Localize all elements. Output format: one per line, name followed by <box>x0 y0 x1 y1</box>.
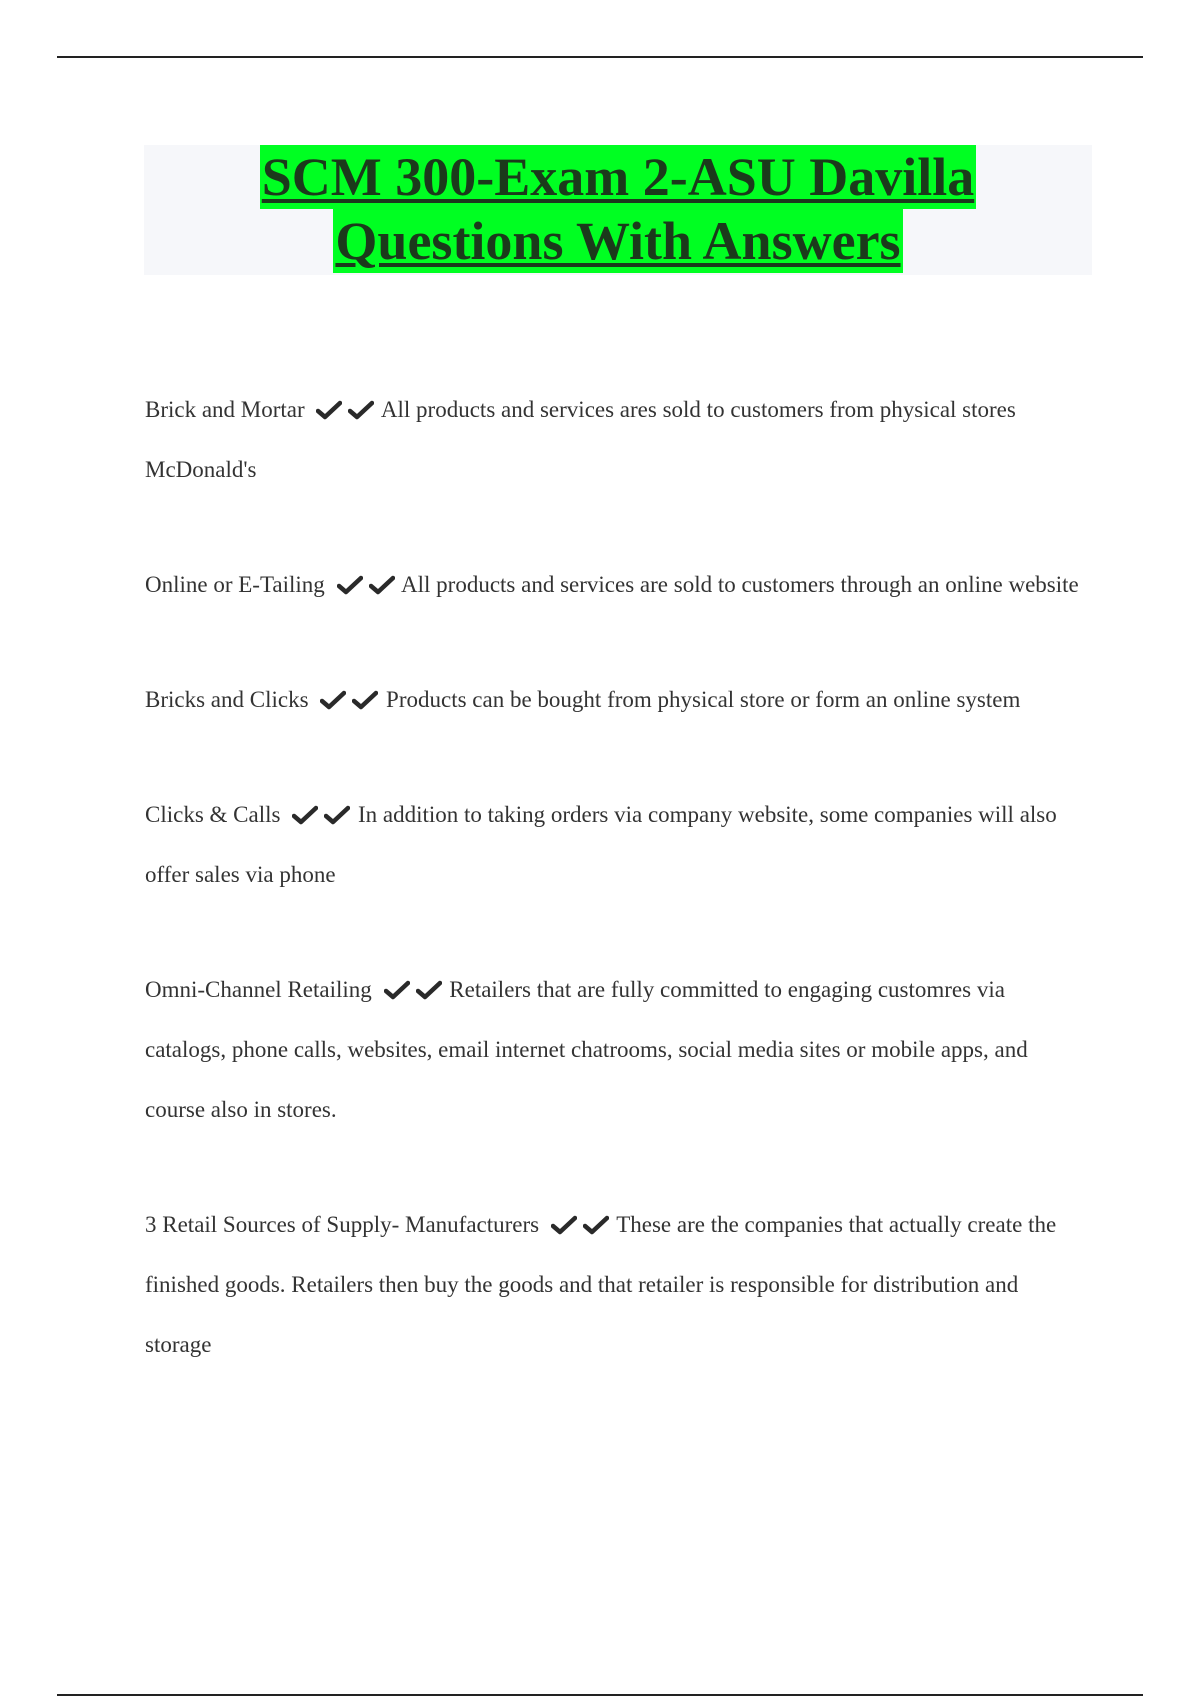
check-icon <box>369 575 395 595</box>
qa-entry <box>145 1195 1085 1375</box>
entry-term: Bricks and Clicks <box>145 687 309 712</box>
check-icon <box>324 805 350 825</box>
qa-entry <box>145 670 1085 730</box>
entry-term: Clicks & Calls <box>145 802 281 827</box>
check-icon <box>320 690 346 710</box>
qa-entry <box>145 555 1085 615</box>
entry-definition: Products can be bought from physical store or form an online system <box>386 687 1021 712</box>
qa-entry <box>145 380 1085 500</box>
document-title-line-1: SCM 300-Exam 2-ASU Davilla <box>261 147 975 207</box>
entry-term: Omni-Channel Retailing <box>145 977 372 1002</box>
entry-definition: All products and services are sold to customers through an online website <box>401 572 1079 597</box>
check-icon <box>337 575 363 595</box>
entry-term: Online or E-Tailing <box>145 572 325 597</box>
entry-definition: All products and services ares sold to customers from physical stores McDonald's <box>145 397 1016 482</box>
check-icon <box>348 400 374 420</box>
footer-rule <box>57 1694 1143 1696</box>
entry-definition: These are the companies that actually create the finished goods. Retailers then buy the goods and that retailer is responsible for distribution and storage <box>145 1212 1057 1357</box>
check-icon <box>551 1215 577 1235</box>
document-title-line-2: Questions With Answers <box>335 211 901 271</box>
entry-definition: Retailers that are fully committed to engaging customres via catalogs, phone calls, websites, email internet chatrooms, social media sites or mobile apps, and course also in stores. <box>145 977 1028 1122</box>
title-block <box>144 145 1092 275</box>
header-rule <box>57 56 1143 58</box>
check-icon <box>316 400 342 420</box>
entry-definition: In addition to taking orders via company website, some companies will also offer sales via phone <box>145 802 1057 887</box>
entry-term: Brick and Mortar <box>145 397 305 422</box>
qa-entry <box>145 785 1085 905</box>
qa-entry <box>145 960 1085 1140</box>
check-icon <box>583 1215 609 1235</box>
check-icon <box>292 805 318 825</box>
check-icon <box>384 980 410 1000</box>
check-icon <box>352 690 378 710</box>
entry-term: 3 Retail Sources of Supply- Manufacturers <box>145 1212 540 1237</box>
qa-list <box>145 380 1085 1375</box>
check-icon <box>416 980 442 1000</box>
